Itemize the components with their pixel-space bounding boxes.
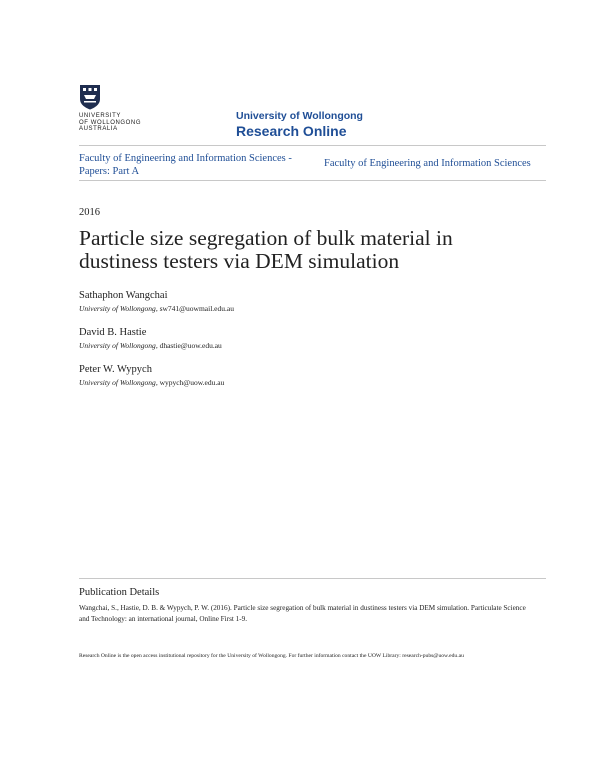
author-block — [79, 327, 222, 350]
university-logo[interactable] — [79, 84, 149, 133]
repository-name[interactable]: Research Online — [236, 123, 347, 139]
author-affiliation: University of Wollongong, sw741@uowmail.edu.au — [79, 304, 234, 313]
author-email[interactable]: wypych@uow.edu.au — [159, 378, 225, 387]
breadcrumb-faculty[interactable]: Faculty of Engineering and Information Sciences — [324, 158, 531, 169]
author-email[interactable]: dhastie@uow.edu.au — [159, 341, 222, 350]
university-crest-icon — [79, 84, 101, 110]
publication-citation: Wangchai, S., Hastie, D. B. & Wypych, P. W. (2016). Particle size segregation of bulk material in dustiness testers via DEM simulation. Particulate Science and Technology: an international journal, Online First 1-9. — [79, 604, 526, 623]
top-divider — [79, 145, 546, 146]
author-block — [79, 290, 234, 313]
author-affiliation: University of Wollongong, dhastie@uow.edu.au — [79, 341, 222, 350]
affiliation-name: University of Wollongong — [79, 378, 156, 387]
repository-university[interactable]: University of Wollongong — [236, 110, 363, 122]
repository-footer: Research Online is the open access institutional repository for the University of Wollongong. For further information contact the UOW Library: research-pubs@uow.edu.au — [79, 653, 464, 659]
author-name: David B. Hastie — [79, 327, 147, 338]
publication-divider — [79, 578, 546, 579]
publication-year: 2016 — [79, 207, 100, 218]
paper-title: Particle size segregation of bulk material in dustiness testers via DEM simulation — [79, 226, 453, 273]
logo-wordmark: UNIVERSITY OF WOLLONGONG AUSTRALIA — [79, 113, 142, 132]
author-block — [79, 364, 224, 387]
author-name: Peter W. Wypych — [79, 364, 152, 375]
publication-details-heading: Publication Details — [79, 587, 160, 598]
author-email[interactable]: sw741@uowmail.edu.au — [159, 304, 234, 313]
author-name: Sathaphon Wangchai — [79, 290, 168, 301]
breadcrumb-divider — [79, 180, 546, 181]
affiliation-name: University of Wollongong — [79, 304, 156, 313]
author-affiliation: University of Wollongong, wypych@uow.edu.au — [79, 378, 225, 387]
affiliation-name: University of Wollongong — [79, 341, 156, 350]
breadcrumb-papers-part-a[interactable]: Faculty of Engineering and Information Sciences - Papers: Part A — [79, 153, 292, 177]
repository-header[interactable] — [236, 110, 363, 139]
